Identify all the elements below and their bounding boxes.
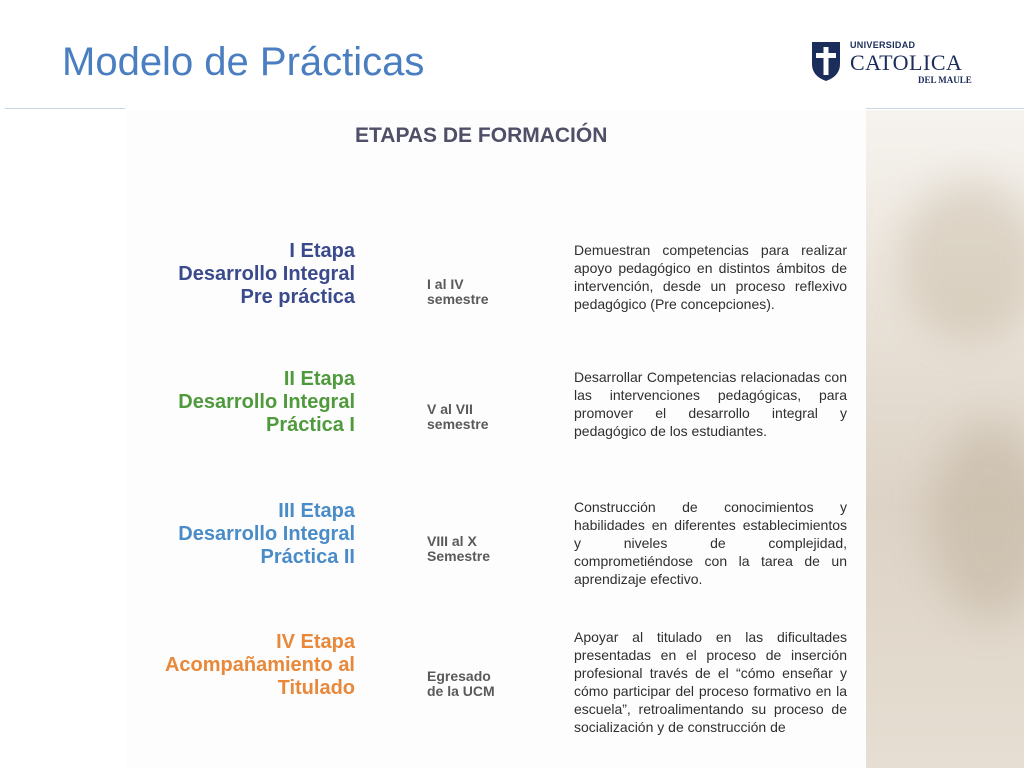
semester-range: I al IV: [427, 276, 464, 292]
stage-label: II Etapa: [283, 368, 355, 390]
stage-label: I Etapa: [289, 240, 355, 262]
logo-text-bottom: DEL MAULE: [918, 75, 972, 85]
stage-4-name: [120, 631, 355, 700]
stage-3-description: Construcción de conocimientos y habilidades en diferentes establecimientos y niveles de complejidad, comprometiéndose con la tarea de un aprendizaje efectivo.: [574, 499, 847, 587]
stage-1-name: [120, 240, 355, 309]
stage-type: Práctica II: [260, 546, 355, 568]
stage-type: Pre práctica: [240, 286, 355, 308]
table-heading: ETAPAS DE FORMACIÓN: [355, 124, 608, 147]
stage-3-name: [120, 500, 355, 569]
header-divider-left: [5, 108, 125, 109]
semester-unit: semestre: [427, 291, 489, 307]
semester-unit: semestre: [427, 416, 489, 432]
stage-3-semester: [427, 534, 490, 564]
stage-program: Desarrollo Integral: [178, 391, 355, 413]
stage-type: Titulado: [277, 677, 355, 699]
stage-program: Acompañamiento al: [164, 654, 355, 676]
stage-2-description: Desarrollar Competencias relacionadas con las intervenciones pedagógicas, para promover el desarrollo integral y pedagógico de los estudiantes.: [574, 369, 847, 439]
semester-unit: Semestre: [427, 548, 491, 564]
logo-text-main: CATOLICA: [850, 50, 963, 75]
header-divider-right: [866, 108, 1024, 109]
stage-1-semester: [427, 277, 489, 307]
stage-program: Desarrollo Integral: [178, 263, 355, 285]
stage-4-description: Apoyar al titulado en las dificultades presentadas en el proceso de inserción profesional través de el “cómo enseñar y cómo participar del proceso formativo en la escuela”, retroalimentando su proceso de socialización y de construcción de: [574, 629, 847, 735]
stage-2-semester: [427, 402, 489, 432]
slide-title: Modelo de Prácticas: [62, 40, 425, 84]
stage-program: Desarrollo Integral: [178, 523, 355, 545]
stage-4-semester: [427, 669, 495, 699]
semester-unit: de la UCM: [427, 683, 495, 699]
stage-2-name: [120, 368, 355, 437]
logo-text-top: UNIVERSIDAD: [850, 40, 916, 50]
stage-label: IV Etapa: [276, 631, 355, 653]
semester-range: Egresado: [427, 668, 491, 684]
stage-1-description: Demuestran competencias para realizar apoyo pedagógico en distintos ámbitos de intervención, desde un proceso reflexivo pedagógico (Pre concepciones).: [574, 242, 847, 312]
stage-label: III Etapa: [278, 500, 355, 522]
shield-cross-icon: [810, 40, 842, 82]
semester-range: VIII al X: [427, 533, 477, 549]
university-logo: [808, 38, 998, 88]
stage-type: Práctica I: [266, 414, 355, 436]
semester-range: V al VII: [427, 401, 473, 417]
